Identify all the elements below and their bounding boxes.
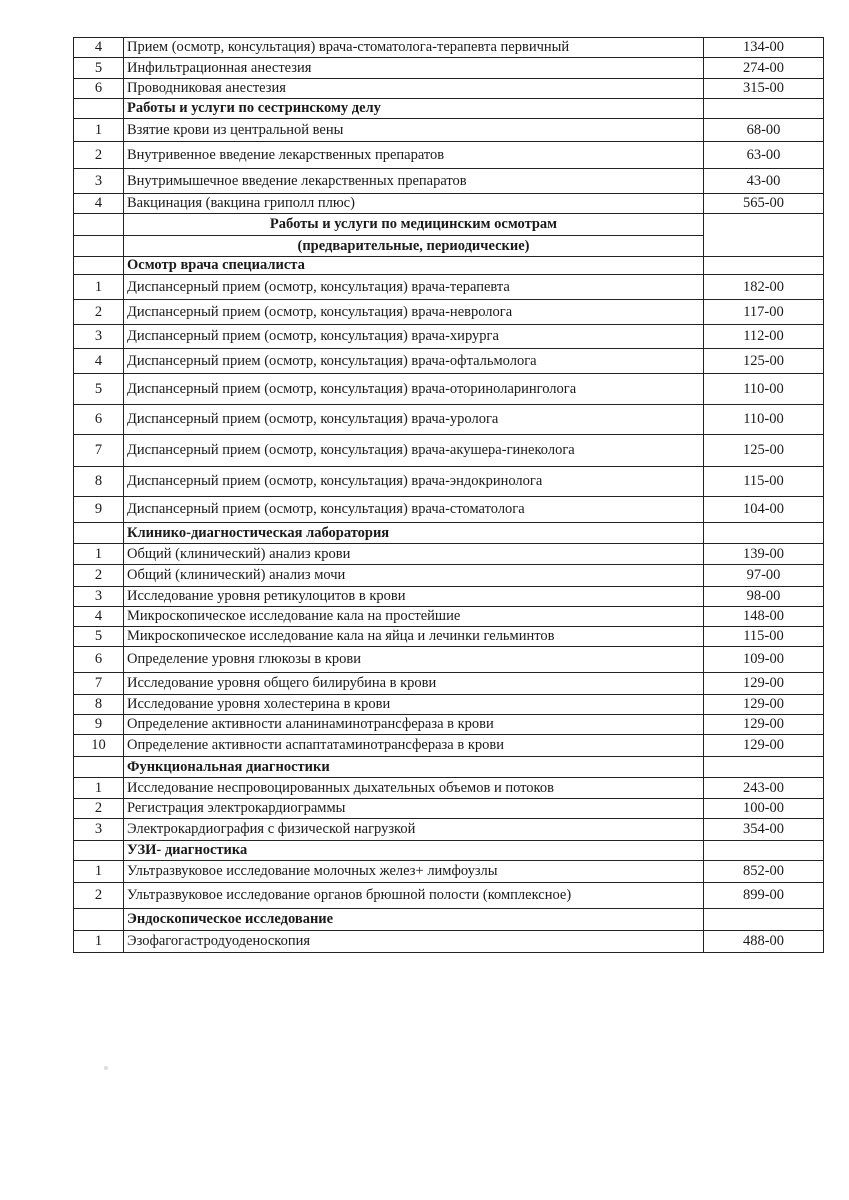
- row-number: [74, 257, 124, 275]
- service-name: Диспансерный прием (осмотр, консультация) врача-акушера-гинеколога: [124, 435, 704, 467]
- table-row: [74, 819, 824, 841]
- table-row: [74, 325, 824, 349]
- table-row: [74, 194, 824, 214]
- service-price: 115-00: [704, 467, 824, 497]
- table-row: [74, 931, 824, 953]
- row-number: 10: [74, 735, 124, 757]
- service-price: [704, 757, 824, 778]
- section-header-row: [74, 523, 824, 544]
- row-number: [74, 909, 124, 931]
- row-number: 3: [74, 587, 124, 607]
- row-number: 7: [74, 673, 124, 695]
- group-header-row: [74, 214, 824, 236]
- group-title: Работы и услуги по медицинским осмотрам: [124, 214, 704, 236]
- service-name: Внутримышечное введение лекарственных препаратов: [124, 169, 704, 194]
- service-price: [704, 99, 824, 119]
- row-number: 5: [74, 58, 124, 79]
- service-price: 354-00: [704, 819, 824, 841]
- service-name: Диспансерный прием (осмотр, консультация) врача-офтальмолога: [124, 349, 704, 374]
- service-price: 115-00: [704, 627, 824, 647]
- service-price: 129-00: [704, 673, 824, 695]
- row-number: 2: [74, 883, 124, 909]
- row-number: [74, 214, 124, 236]
- row-number: 1: [74, 119, 124, 142]
- service-name: Ультразвуковое исследование органов брюшной полости (комплексное): [124, 883, 704, 909]
- table-row: [74, 405, 824, 435]
- service-price: 110-00: [704, 405, 824, 435]
- service-name: Диспансерный прием (осмотр, консультация) врача-стоматолога: [124, 497, 704, 523]
- service-name: Общий (клинический) анализ крови: [124, 544, 704, 565]
- service-name: Инфильтрационная анестезия: [124, 58, 704, 79]
- service-price: 852-00: [704, 861, 824, 883]
- row-number: 4: [74, 349, 124, 374]
- table-row: [74, 735, 824, 757]
- row-number: 5: [74, 374, 124, 405]
- group-subtitle: (предварительные, периодические): [124, 236, 704, 257]
- service-name: Исследование уровня общего билирубина в крови: [124, 673, 704, 695]
- row-number: 8: [74, 467, 124, 497]
- section-title: Эндоскопическое исследование: [124, 909, 704, 931]
- row-number: 3: [74, 325, 124, 349]
- service-price: 68-00: [704, 119, 824, 142]
- service-price: 182-00: [704, 275, 824, 300]
- table-row: [74, 169, 824, 194]
- table-row: [74, 275, 824, 300]
- table-row: [74, 79, 824, 99]
- row-number: [74, 523, 124, 544]
- service-price: 100-00: [704, 799, 824, 819]
- service-price: 97-00: [704, 565, 824, 587]
- service-name: Внутривенное введение лекарственных препаратов: [124, 142, 704, 169]
- table-row: [74, 715, 824, 735]
- row-number: [74, 841, 124, 861]
- service-price: 104-00: [704, 497, 824, 523]
- table-row: [74, 861, 824, 883]
- row-number: 3: [74, 169, 124, 194]
- service-name: Определение уровня глюкозы в крови: [124, 647, 704, 673]
- row-number: 4: [74, 607, 124, 627]
- table-row: [74, 565, 824, 587]
- service-name: Диспансерный прием (осмотр, консультация) врача-оториноларинголога: [124, 374, 704, 405]
- service-price: 139-00: [704, 544, 824, 565]
- service-name: Диспансерный прием (осмотр, консультация) врача-терапевта: [124, 275, 704, 300]
- table-row: [74, 497, 824, 523]
- service-price: [704, 214, 824, 257]
- table-row: [74, 799, 824, 819]
- service-price: 117-00: [704, 300, 824, 325]
- row-number: 7: [74, 435, 124, 467]
- service-price: 565-00: [704, 194, 824, 214]
- service-price: [704, 909, 824, 931]
- section-header-row: [74, 757, 824, 778]
- service-name: Проводниковая анестезия: [124, 79, 704, 99]
- service-price: 63-00: [704, 142, 824, 169]
- service-name: Микроскопическое исследование кала на простейшие: [124, 607, 704, 627]
- service-name: Исследование уровня ретикулоцитов в крови: [124, 587, 704, 607]
- table-row: [74, 627, 824, 647]
- service-name: Прием (осмотр, консультация) врача-стоматолога-терапевта первичный: [124, 38, 704, 58]
- row-number: 2: [74, 565, 124, 587]
- service-price: 125-00: [704, 349, 824, 374]
- row-number: 5: [74, 627, 124, 647]
- row-number: 3: [74, 819, 124, 841]
- row-number: 2: [74, 300, 124, 325]
- price-list-table: [73, 37, 824, 953]
- row-number: 8: [74, 695, 124, 715]
- table-row: [74, 435, 824, 467]
- service-name: Эзофагогастродуоденоскопия: [124, 931, 704, 953]
- service-name: Диспансерный прием (осмотр, консультация) врача-хирурга: [124, 325, 704, 349]
- section-title: Функциональная диагностики: [124, 757, 704, 778]
- row-number: 1: [74, 544, 124, 565]
- service-name: Электрокардиография с физической нагрузкой: [124, 819, 704, 841]
- section-title: УЗИ- диагностика: [124, 841, 704, 861]
- table-row: [74, 883, 824, 909]
- price-list-body: [74, 38, 824, 953]
- section-header-row: [74, 909, 824, 931]
- service-price: [704, 841, 824, 861]
- table-row: [74, 778, 824, 799]
- row-number: 1: [74, 778, 124, 799]
- table-row: [74, 349, 824, 374]
- table-row: [74, 587, 824, 607]
- service-price: 129-00: [704, 735, 824, 757]
- row-number: 1: [74, 931, 124, 953]
- service-price: 315-00: [704, 79, 824, 99]
- section-header-row: [74, 841, 824, 861]
- service-price: 488-00: [704, 931, 824, 953]
- service-price: 125-00: [704, 435, 824, 467]
- table-row: [74, 119, 824, 142]
- table-row: [74, 142, 824, 169]
- service-name: Диспансерный прием (осмотр, консультация) врача-эндокринолога: [124, 467, 704, 497]
- service-price: 243-00: [704, 778, 824, 799]
- section-title: Работы и услуги по сестринскому делу: [124, 99, 704, 119]
- service-name: Вакцинация (вакцина гриполл плюс): [124, 194, 704, 214]
- table-row: [74, 58, 824, 79]
- service-price: [704, 523, 824, 544]
- service-price: 129-00: [704, 695, 824, 715]
- service-price: 43-00: [704, 169, 824, 194]
- table-row: [74, 300, 824, 325]
- table-row: [74, 467, 824, 497]
- service-name: Исследование уровня холестерина в крови: [124, 695, 704, 715]
- table-row: [74, 647, 824, 673]
- service-price: [704, 257, 824, 275]
- row-number: 9: [74, 715, 124, 735]
- service-name: Микроскопическое исследование кала на яйца и лечинки гельминтов: [124, 627, 704, 647]
- row-number: 2: [74, 799, 124, 819]
- row-number: 6: [74, 79, 124, 99]
- service-price: 274-00: [704, 58, 824, 79]
- row-number: 9: [74, 497, 124, 523]
- table-row: [74, 38, 824, 58]
- service-price: 109-00: [704, 647, 824, 673]
- service-name: Общий (клинический) анализ мочи: [124, 565, 704, 587]
- service-price: 98-00: [704, 587, 824, 607]
- row-number: 4: [74, 38, 124, 58]
- service-name: Ультразвуковое исследование молочных желез+ лимфоузлы: [124, 861, 704, 883]
- section-header-row: [74, 99, 824, 119]
- row-number: [74, 757, 124, 778]
- service-price: 134-00: [704, 38, 824, 58]
- table-row: [74, 695, 824, 715]
- service-name: Определение активности аланинаминотрансфераза в крови: [124, 715, 704, 735]
- service-name: Диспансерный прием (осмотр, консультация) врача-невролога: [124, 300, 704, 325]
- row-number: 1: [74, 861, 124, 883]
- row-number: 2: [74, 142, 124, 169]
- service-price: 899-00: [704, 883, 824, 909]
- row-number: 4: [74, 194, 124, 214]
- table-row: [74, 607, 824, 627]
- row-number: 6: [74, 647, 124, 673]
- service-name: Определение активности аспаптатаминотрансфераза в крови: [124, 735, 704, 757]
- service-name: Взятие крови из центральной вены: [124, 119, 704, 142]
- table-row: [74, 544, 824, 565]
- row-number: 1: [74, 275, 124, 300]
- service-price: 148-00: [704, 607, 824, 627]
- service-price: 129-00: [704, 715, 824, 735]
- service-name: Регистрация электрокардиограммы: [124, 799, 704, 819]
- table-row: [74, 673, 824, 695]
- service-name: Исследование неспровоцированных дыхательных объемов и потоков: [124, 778, 704, 799]
- row-number: [74, 236, 124, 257]
- table-row: [74, 374, 824, 405]
- service-name: Диспансерный прием (осмотр, консультация) врача-уролога: [124, 405, 704, 435]
- section-header-row: [74, 257, 824, 275]
- service-price: 110-00: [704, 374, 824, 405]
- row-number: 6: [74, 405, 124, 435]
- service-price: 112-00: [704, 325, 824, 349]
- row-number: [74, 99, 124, 119]
- section-title: Клинико-диагностическая лаборатория: [124, 523, 704, 544]
- section-title: Осмотр врача специалиста: [124, 257, 704, 275]
- scan-speck: [104, 1066, 108, 1070]
